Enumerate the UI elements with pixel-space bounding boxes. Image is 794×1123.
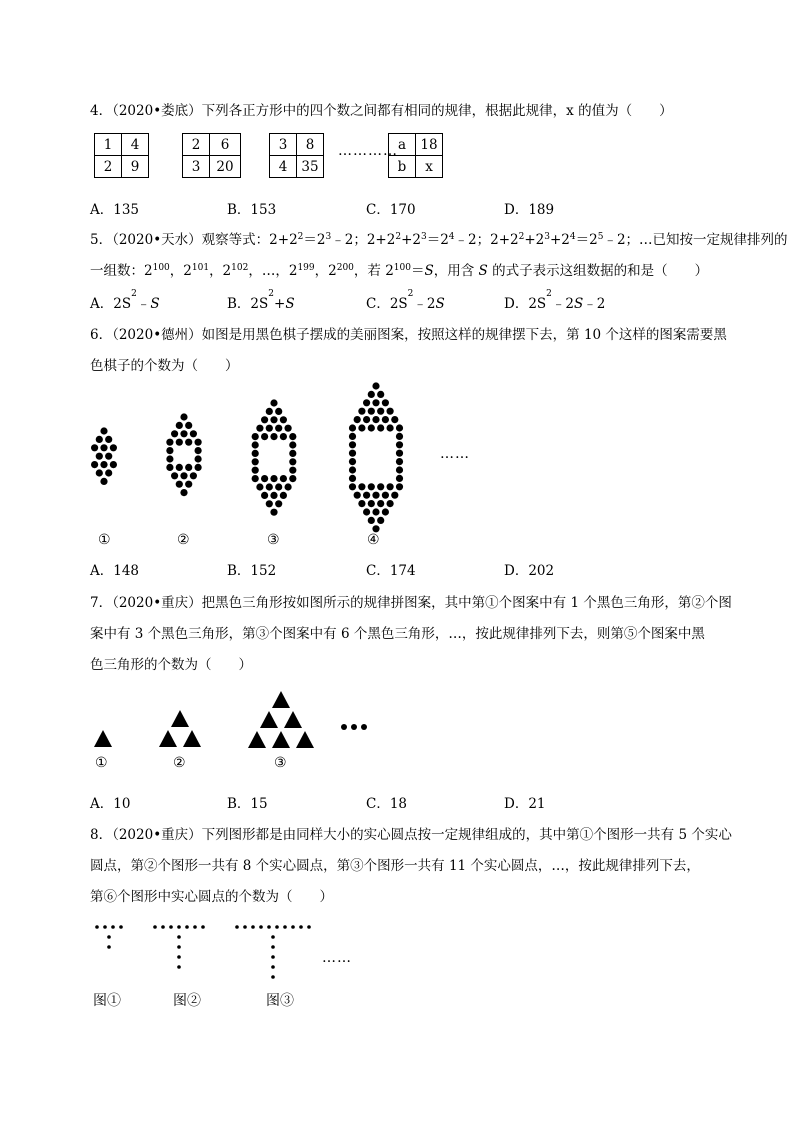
question-7-line-3: 色三角形的个数为（ ） (90, 657, 252, 673)
solid-dot (283, 925, 287, 929)
solid-dot (275, 925, 279, 929)
option-b[interactable]: B．153 (227, 202, 277, 218)
sequence-ellipsis: …… (322, 950, 352, 966)
solid-dot (291, 925, 295, 929)
number-square-3: 3 8 4 35 (269, 133, 324, 178)
solid-dot (299, 925, 303, 929)
solid-dot (177, 965, 181, 969)
figure-label-2: ② (177, 532, 190, 548)
solid-dot (259, 925, 263, 929)
option-c[interactable]: C．174 (366, 563, 416, 579)
question-6-line-1: 6．（2020•德州）如图是用黑色棋子摆成的美丽图案，按照这样的规律摆下去，第 10 个这样的图案需要黑 (90, 327, 727, 343)
solid-dot (153, 925, 157, 929)
solid-dot (169, 925, 173, 929)
option-d[interactable]: D．21 (504, 796, 546, 812)
figure-label-1: 图① (93, 993, 121, 1009)
figure-label-3: 图③ (266, 993, 294, 1009)
solid-dot (271, 965, 275, 969)
figure-label-2: ② (173, 755, 186, 771)
option-a[interactable]: A．10 (90, 796, 131, 812)
dot-figure-1 (95, 925, 123, 949)
solid-dot (251, 925, 255, 929)
question-4-stem: 4．（2020•娄底）下列各正方形中的四个数之间都有相同的规律，根据此规律，x 的值为（ ） (90, 103, 673, 119)
solid-dot (201, 925, 205, 929)
option-d[interactable]: D．202 (504, 563, 555, 579)
solid-dot (271, 935, 275, 939)
option-b[interactable]: B．$2S^2+S$ (227, 289, 295, 312)
option-c[interactable]: C．$2S^2﹣2S$ (366, 289, 445, 312)
option-a[interactable]: A．135 (90, 202, 140, 218)
solid-dot (193, 925, 197, 929)
sequence-ellipsis: ………… (338, 143, 398, 159)
option-b[interactable]: B．15 (227, 796, 268, 812)
figure-label-3: ③ (267, 532, 280, 548)
solid-dot (177, 925, 181, 929)
solid-dot (271, 975, 275, 979)
solid-dot (95, 925, 99, 929)
solid-dot (267, 925, 271, 929)
question-8-line-1: 8．（2020•重庆）下列图形都是由同样大小的实心圆点按一定规律组成的，其中第①个图形一共有 5 个实心 (90, 827, 732, 843)
question-6-line-2: 色棋子的个数为（ ） (90, 358, 239, 374)
solid-dot (271, 955, 275, 959)
solid-dot (103, 925, 107, 929)
solid-dot (177, 955, 181, 959)
question-7-line-2: 案中有 3 个黑色三角形，第③个图案中有 6 个黑色三角形，…，按此规律排列下去，则第⑤个图案中黑 (90, 626, 705, 642)
option-c[interactable]: C．170 (366, 202, 416, 218)
figure-label-1: ① (95, 755, 108, 771)
option-d[interactable]: D．189 (504, 202, 555, 218)
option-a[interactable]: A．148 (90, 563, 140, 579)
solid-dot (119, 925, 123, 929)
figure-label-3: ③ (274, 755, 287, 771)
solid-dot (111, 925, 115, 929)
number-square-4: a 18 b x (388, 133, 443, 178)
option-a[interactable]: A．$2S^2﹣S$ (90, 289, 160, 312)
option-b[interactable]: B．152 (227, 563, 277, 579)
solid-dot (307, 925, 311, 929)
solid-dot (107, 935, 111, 939)
solid-dot (177, 945, 181, 949)
option-c[interactable]: C．18 (366, 796, 408, 812)
solid-dot (185, 925, 189, 929)
question-7-line-1: 7．（2020•重庆）把黑色三角形按如图所示的规律拼图案，其中第①个图案中有 1 个黑色三角形，第②个图 (90, 595, 732, 611)
sequence-ellipsis: …… (440, 446, 470, 462)
number-square-1: 1 4 2 9 (94, 133, 149, 178)
question-8-line-3: 第⑥个图形中实心圆点的个数为（ ） (90, 889, 333, 905)
figure-label-4: ④ (367, 532, 380, 548)
solid-dot (235, 925, 239, 929)
figure-label-1: ① (98, 532, 111, 548)
solid-dot (161, 925, 165, 929)
question-5-line-1: 5．（2020•天水）观察等式：$2+2^2=2^3﹣2$；$2+2^2+2^3=2^4﹣2$；$2+2^2+2^3+2^4=2^5﹣2$；…已知按一定规律排列的 (90, 232, 788, 248)
figure-label-2: 图② (173, 993, 201, 1009)
number-square-2: 2 6 3 20 (182, 133, 241, 178)
option-d[interactable]: D．$2S^2﹣2S﹣2$ (504, 289, 606, 312)
question-8-line-2: 圆点，第②个图形一共有 8 个实心圆点，第③个图形一共有 11 个实心圆点，…，按此规律排列下去， (90, 858, 700, 874)
solid-dot (271, 945, 275, 949)
solid-dot (107, 945, 111, 949)
question-5-line-2: 一组数：$2^{100}$，$2^{101}$，$2^{102}$，…，$2^{199}$，$2^{200}$，若 $2^{100}=S$，用含 S 的式子表示这组数据的和是（ ） (90, 263, 709, 279)
solid-dot (243, 925, 247, 929)
dot-figure-2 (153, 925, 205, 969)
dot-figure-3 (235, 925, 311, 979)
solid-dot (177, 935, 181, 939)
